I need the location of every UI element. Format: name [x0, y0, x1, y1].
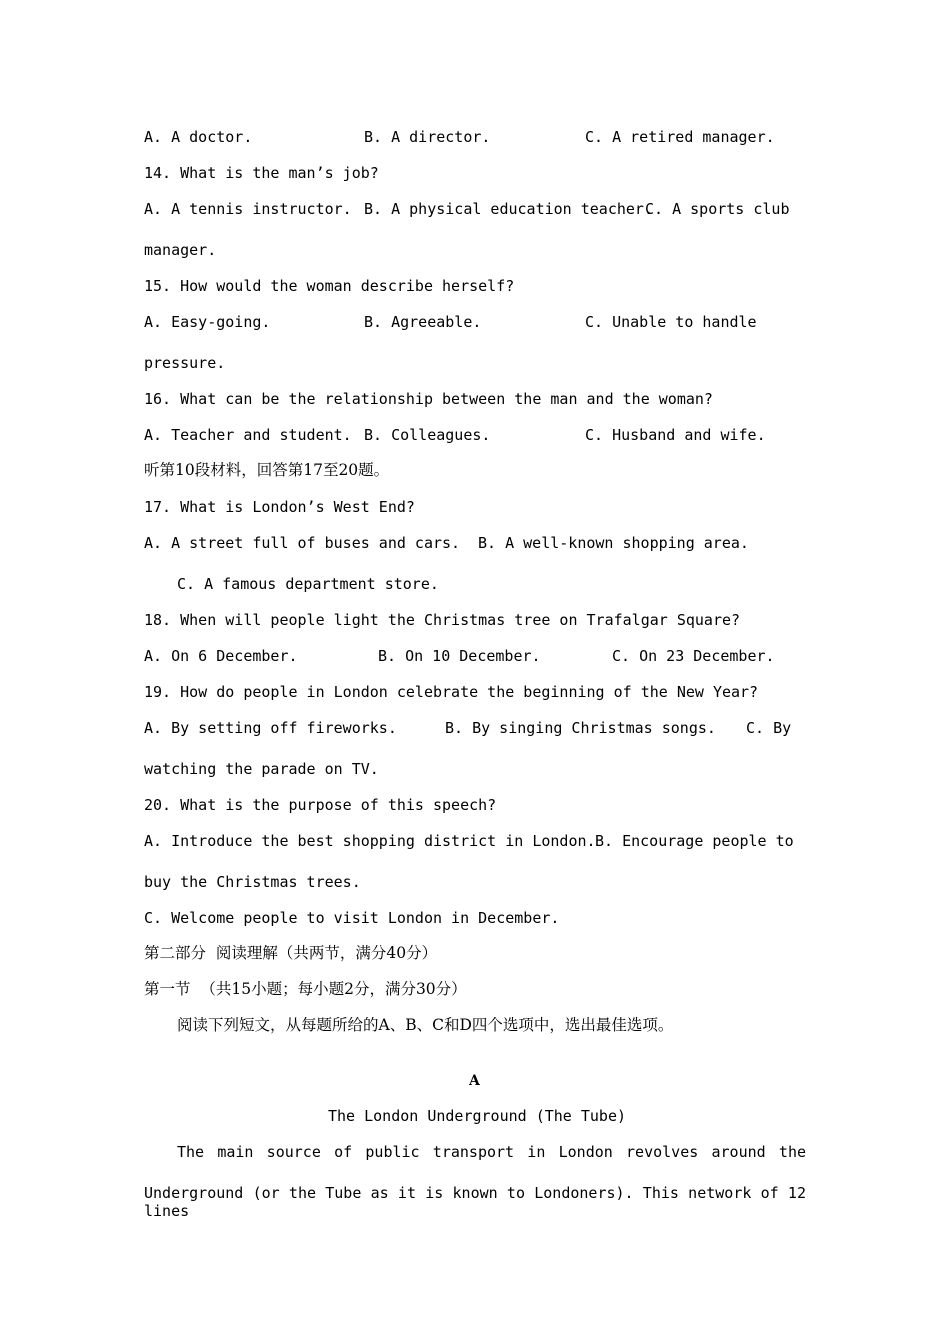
q17-question: 17. What is London’s West End? — [144, 498, 415, 516]
q15-question: 15. How would the woman describe herself? — [144, 277, 515, 295]
q17-option-c: C. A famous department store. — [177, 575, 439, 593]
q16-question: 16. What can be the relationship between the man and the woman? — [144, 390, 713, 408]
passage-letter: A — [469, 1073, 480, 1089]
q14-option-a: A. A tennis instructor. — [144, 200, 352, 218]
q18-option-a: A. On 6 December. — [144, 647, 298, 665]
q17-option-a: A. A street full of buses and cars. — [144, 534, 461, 552]
q15-option-c-continued: pressure. — [144, 354, 226, 372]
q19-option-c: C. By — [746, 719, 792, 737]
q13-option-a: A. A doctor. — [144, 128, 253, 146]
q19-option-c-continued: watching the parade on TV. — [144, 760, 379, 778]
q14-question: 14. What is the man’s job? — [144, 164, 379, 182]
part-2-instruction: 阅读下列短文，从每题所给的A、B、C和D四个选项中，选出最佳选项。 — [177, 1016, 674, 1034]
q17-option-b: B. A well-known shopping area. — [478, 534, 749, 552]
q19-option-b: B. By singing Christmas songs. — [445, 719, 716, 737]
q13-option-b: B. A director. — [364, 128, 491, 146]
q20-option-b: B. Encourage people to — [595, 832, 794, 850]
q18-option-b: B. On 10 December. — [378, 647, 541, 665]
part-2-title: 第二部分 阅读理解（共两节，满分40分） — [144, 944, 438, 962]
q20-option-a: A. Introduce the best shopping district in London. — [144, 832, 596, 850]
q19-question: 19. How do people in London celebrate the beginning of the New Year? — [144, 683, 759, 701]
passage-line-2: Underground (or the Tube as it is known to Londoners). This network of 12 lines — [144, 1184, 806, 1220]
passage-title: The London Underground (The Tube) — [328, 1107, 627, 1125]
q16-option-a: A. Teacher and student. — [144, 426, 352, 444]
part-2-section-1: 第一节 （共15小题；每小题2分，满分30分） — [144, 980, 467, 998]
q16-option-b: B. Colleagues. — [364, 426, 491, 444]
q19-option-a: A. By setting off fireworks. — [144, 719, 397, 737]
passage-line-1: The main source of public transport in London revolves around the — [177, 1143, 806, 1161]
q15-option-a: A. Easy-going. — [144, 313, 271, 331]
q13-option-c: C. A retired manager. — [585, 128, 775, 146]
q14-option-b: B. A physical education teacher. — [364, 200, 653, 218]
section-10-instruction: 听第10段材料，回答第17至20题。 — [144, 461, 390, 479]
q20-question: 20. What is the purpose of this speech? — [144, 796, 497, 814]
q14-option-c-continued: manager. — [144, 241, 217, 259]
q15-option-c: C. Unable to handle — [585, 313, 757, 331]
q18-option-c: C. On 23 December. — [612, 647, 775, 665]
q18-question: 18. When will people light the Christmas tree on Trafalgar Square? — [144, 611, 741, 629]
q20-option-c: C. Welcome people to visit London in December. — [144, 909, 560, 927]
q16-option-c: C. Husband and wife. — [585, 426, 766, 444]
q14-option-c: C. A sports club — [645, 200, 790, 218]
q15-option-b: B. Agreeable. — [364, 313, 482, 331]
q20-option-b-continued: buy the Christmas trees. — [144, 873, 361, 891]
